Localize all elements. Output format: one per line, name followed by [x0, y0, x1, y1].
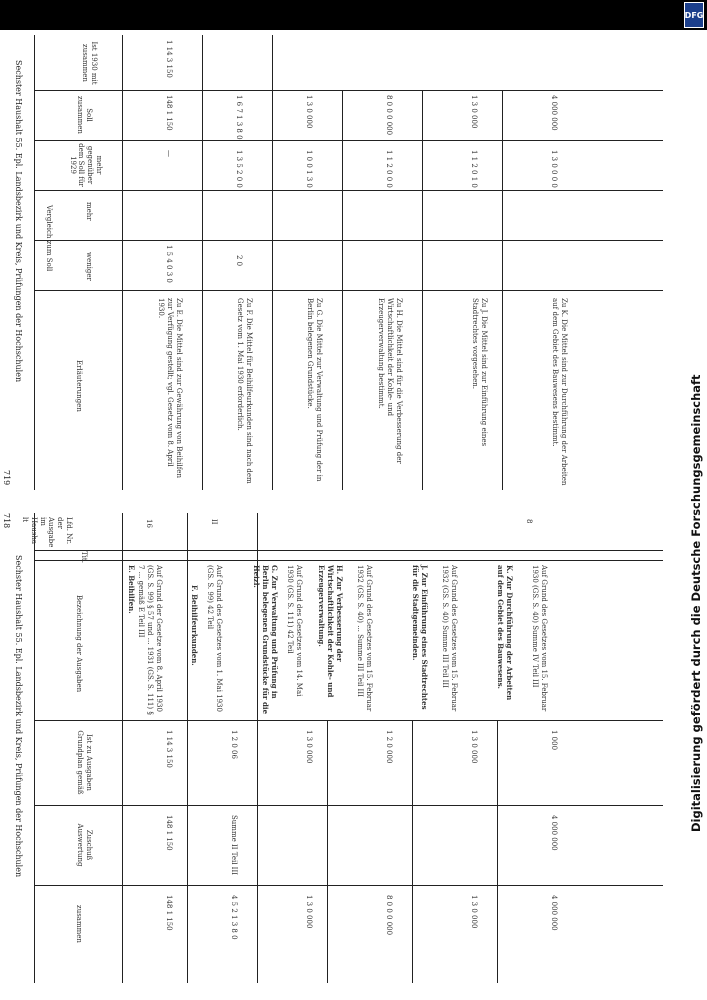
- scan-top-border: [0, 0, 707, 30]
- col-header-vergleich: Vergleich zum Soll: [45, 205, 53, 272]
- left-page-number: 718: [2, 513, 11, 529]
- left-page: 718 Sechster Haushalt 55. Epl. Landsbezirk und Kreis, Prüfungen der Hochschulen Lfd. Nr. der Ausgabe im Hausha lt Tit. Bezeichnung der Ausgaben Ist zu Ausgaben Grundplan gemäß Zuschuß Auswertung zusammen 16 E. Beihilfen. Auf Grund der Gesetze vom 8. April 1930 (GS. S. 99) § 57 und ... 1931 (GS. S. 111) § 7 ... gemäß E Teil III 1 14 3 150 148 1 150 148 1 150 II F. Beihilfeurkunden. Auf Grund des Gesetzes vom 1. Mai 1930 (GS. S. 99) 42 Teil 1 2 0 06 Summe II Teil III 4 5 2 1 3 8 0 G. Zur Verwaltung und Prüfung in Berlin belegenen Grundstücke für die Heizl. Auf Grund des Gesetzes vom 14. Mai 1930 (GS. S. 111) 42 Teil 1 3 0 000 1 3 0 000 H. Zur Verbesserung der Wirtschaftlichkeit der Kohle- und Erzeugerverwaltung. Auf Grund des Gesetzes vom 15. Februar 1932 (GS. S. 40) ... Summe III Teil III 1 2 0 000 8 0 0 0 000 J. Zur Einführung eines Stadtrechtes für die Stadtgemeinden. Auf Grund des Gesetzes vom 15. Februar 1932 (GS. S. 40) Summe III Teil III 1 3 0 000 1 3 0 000 8 K. Zur Durchführung der Arbeiten auf dem Gebiet des Bauwesens. Auf Grund des Gesetzes vom 15. Februar 1930 (GS. S. 40) Summe IV Teil III 1 000 4 000 000 4 000 000: [0, 505, 683, 1000]
- table-top-rule: [34, 513, 35, 983]
- dfg-logo-badge: DFG: [684, 2, 704, 28]
- col-header-zusammen: zusammen: [75, 905, 83, 943]
- col-header-soll: Ist zu Ausgaben Grundplan gemäß: [76, 730, 93, 795]
- col-header-ist: Ist 1930 mit zusammen: [81, 41, 98, 85]
- col-header-weniger2: weniger: [85, 252, 93, 281]
- right-page-number: 719: [2, 470, 11, 486]
- col-header-mehr: mehr gegenüber dem Soll für 1929: [68, 143, 103, 187]
- col-header-lfd: Lfd. Nr. der Ausgabe im Hausha lt: [21, 517, 73, 548]
- right-page: 719 Sechster Haushalt 55. Epl. Landsbezirk und Kreis, Prüfungen der Hochschulen Ist 1930 mit zusammen Soll zusammen mehr gegenüber dem Soll für 1929 Vergleich zum Soll mehr weniger Erläuterungen 1 14 3 150 148 1 150 — 1 5 4 0 3 0 Zu E. Die Mittel sind zur Gewährung von Beihilfen zur Verfügung gestellt; vgl. Gesetz vom 8. April 1930. 1 6 7 1 3 8 0 1 3 5 2 0 0 2 0 Zu F. Die Mittel für Beihilfeurkunden sind nach dem Gesetz vom 1. Mai 1930 erforderlich. 1 3 0 000 1 0 0 1 3 0 Zu G. Die Mittel zur Verwaltung und Prüfung der in Berlin belegenen Grundstücke. 8 0 0 0 000 1 1 2 0 0 0 Zu H. Die Mittel sind für die Verbesserung der Wirtschaftlichkeit der Kohle- und Erzeugerverwaltung bestimmt. 1 3 0 000 1 1 2 0 1 0 Zu J. Die Mittel sind zur Einführung eines Stadtrechtes vorgesehen. 4 000 000 1 3 0 0 0 0 Zu K. Die Mittel sind zur Durchführung der Arbeiten auf dem Gebiet des Bauwesens bestimmt.: [0, 30, 683, 500]
- col-header-soll: Soll zusammen: [76, 96, 93, 134]
- right-page-header: Sechster Haushalt 55. Epl. Landsbezirk und Kreis, Prüfungen der Hochschulen: [14, 60, 23, 383]
- header-bottom-rule: [122, 513, 123, 983]
- col-header-tit: Tit.: [80, 551, 88, 563]
- col-header-mehr2: mehr: [85, 202, 93, 221]
- dfg-funding-notice: Digitalisierung gefördert durch die Deutsche Forschungsgemeinschaft: [689, 374, 703, 832]
- col-header-bezeichnung: Bezeichnung der Ausgaben: [75, 595, 83, 693]
- col-header-erlaeuterungen: Erläuterungen: [75, 360, 83, 412]
- col-header-zuschuss: Zuschuß Auswertung: [76, 823, 93, 867]
- left-page-header: Sechster Haushalt 55. Epl. Landsbezirk und Kreis, Prüfungen der Hochschulen: [14, 555, 23, 878]
